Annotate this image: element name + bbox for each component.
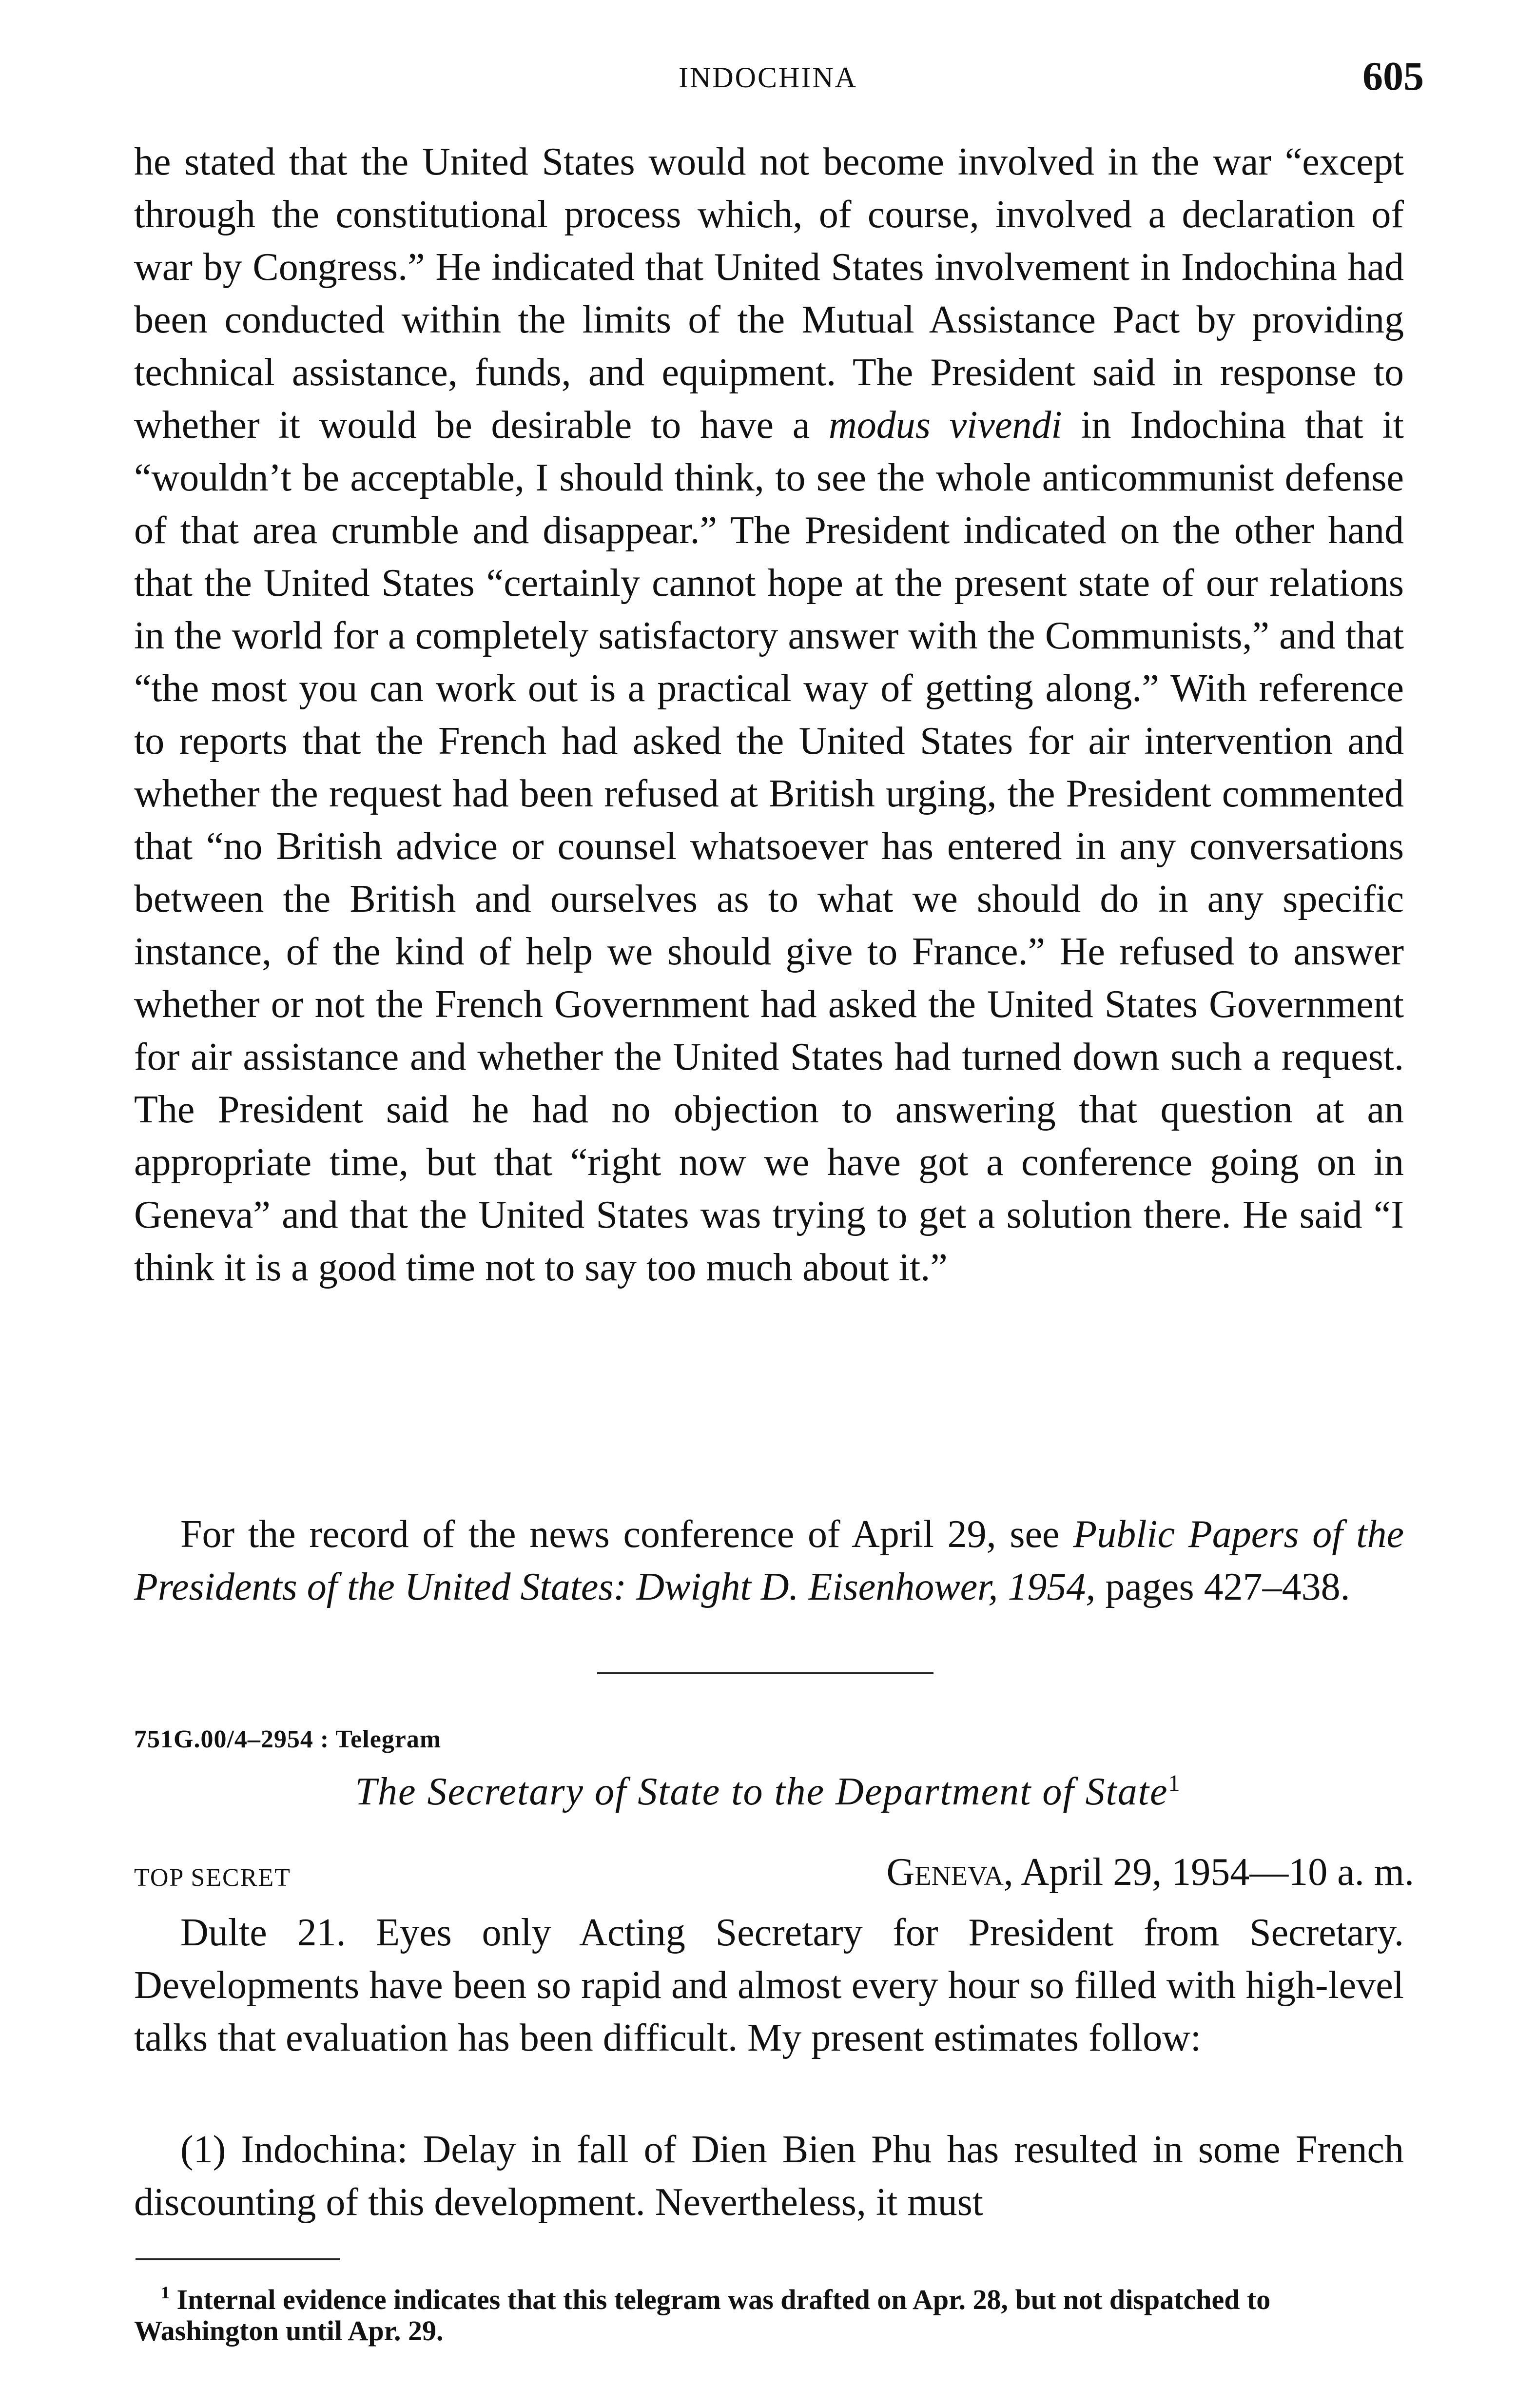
dateline (887, 1850, 1415, 1895)
footnote-text: Internal evidence indicates that this telegram was drafted on Apr. 28, but not dispatched to Washington until Apr. 29. (134, 2284, 1271, 2347)
footnote (134, 2277, 1404, 2347)
telegram-paragraph-2: (1) Indochina: Delay in fall of Dien Bien Phu has resulted in some French discounting of this development. Nevertheless, it must (134, 2128, 1404, 2224)
body-paragraph-2 (134, 1508, 1404, 1613)
document-heading (0, 1770, 1536, 1814)
body-paragraph-1-continuation: in Indochina that it “wouldn’t be acceptable, I should think, to see the whole anticommunist defense of that area crumble and disappear.” The President indicated on the other hand that the United States “certainly cannot hope at the present state of our relations in the world for a completely satisfactory answer with the Communists,” and that “the most you can work out is a practical way of getting along.” With reference to reports that the French had asked the United States for air intervention and whether the request had been refused at British urging, the President commented that “no British advice or counsel whatsoever has entered in any conversations between the British and ourselves as to what we should do in any specific instance, of the kind of help we should give to France.” He refused to answer whether or not the French Government had asked the United States Government for air assistance and whether the United States had turned down such a request. The President said he had no objection to answering that question at an appropriate time, but that “right now we have got a conference going on in Geneva” and that the United States was trying to get a solution there. He said “I think it is a good time not to say too much about it.” (134, 404, 1404, 1289)
body-paragraph-1 (134, 136, 1404, 1294)
body-paragraph-2-end: pages 427–438. (1105, 1566, 1350, 1608)
footnote-marker: 1 (161, 2283, 170, 2302)
body-paragraph-2-start: For the record of the news conference of April 29, see (180, 1513, 1060, 1556)
running-header-title: INDOCHINA (679, 61, 857, 94)
telegram-paragraph-1: Dulte 21. Eyes only Acting Secretary for President from Secretary. Developments have been so rapid and almost every hour so filled with high-level talks that evaluation has been difficult. My present estimates follow: (134, 1911, 1404, 2059)
dateline-place: Geneva, (886, 1851, 1013, 1894)
public-papers-citation: Public Papers of the Presidents of the United States: Dwight D. Eisenhower, 1954, (134, 1513, 1404, 1608)
document-heading-text: The Secretary of State to the Department of State (355, 1770, 1168, 1813)
modus-vivendi-italic: modus vivendi (828, 404, 1062, 447)
document-file-id: 751G.00/4–2954 : Telegram (134, 1725, 442, 1753)
body-paragraph-1-text: he stated that the United States would not become involved in the war “except through the constitutional process which, of course, involved a declaration of war by Congress.” He indicated that United States involvement in Indochina had been conducted within the limits of the Mutual Assistance Pact by providing technical assistance, funds, and equipment. The President said in response to whether it would be desirable to have a (134, 140, 1404, 447)
page-number: 605 (1362, 54, 1424, 99)
section-divider (597, 1672, 933, 1674)
footnote-divider (136, 2258, 340, 2260)
heading-footnote-marker: 1 (1168, 1770, 1181, 1796)
dateline-date: April 29, 1954—10 a. m. (1021, 1851, 1414, 1894)
classification-label: TOP SECRET (134, 1864, 291, 1892)
